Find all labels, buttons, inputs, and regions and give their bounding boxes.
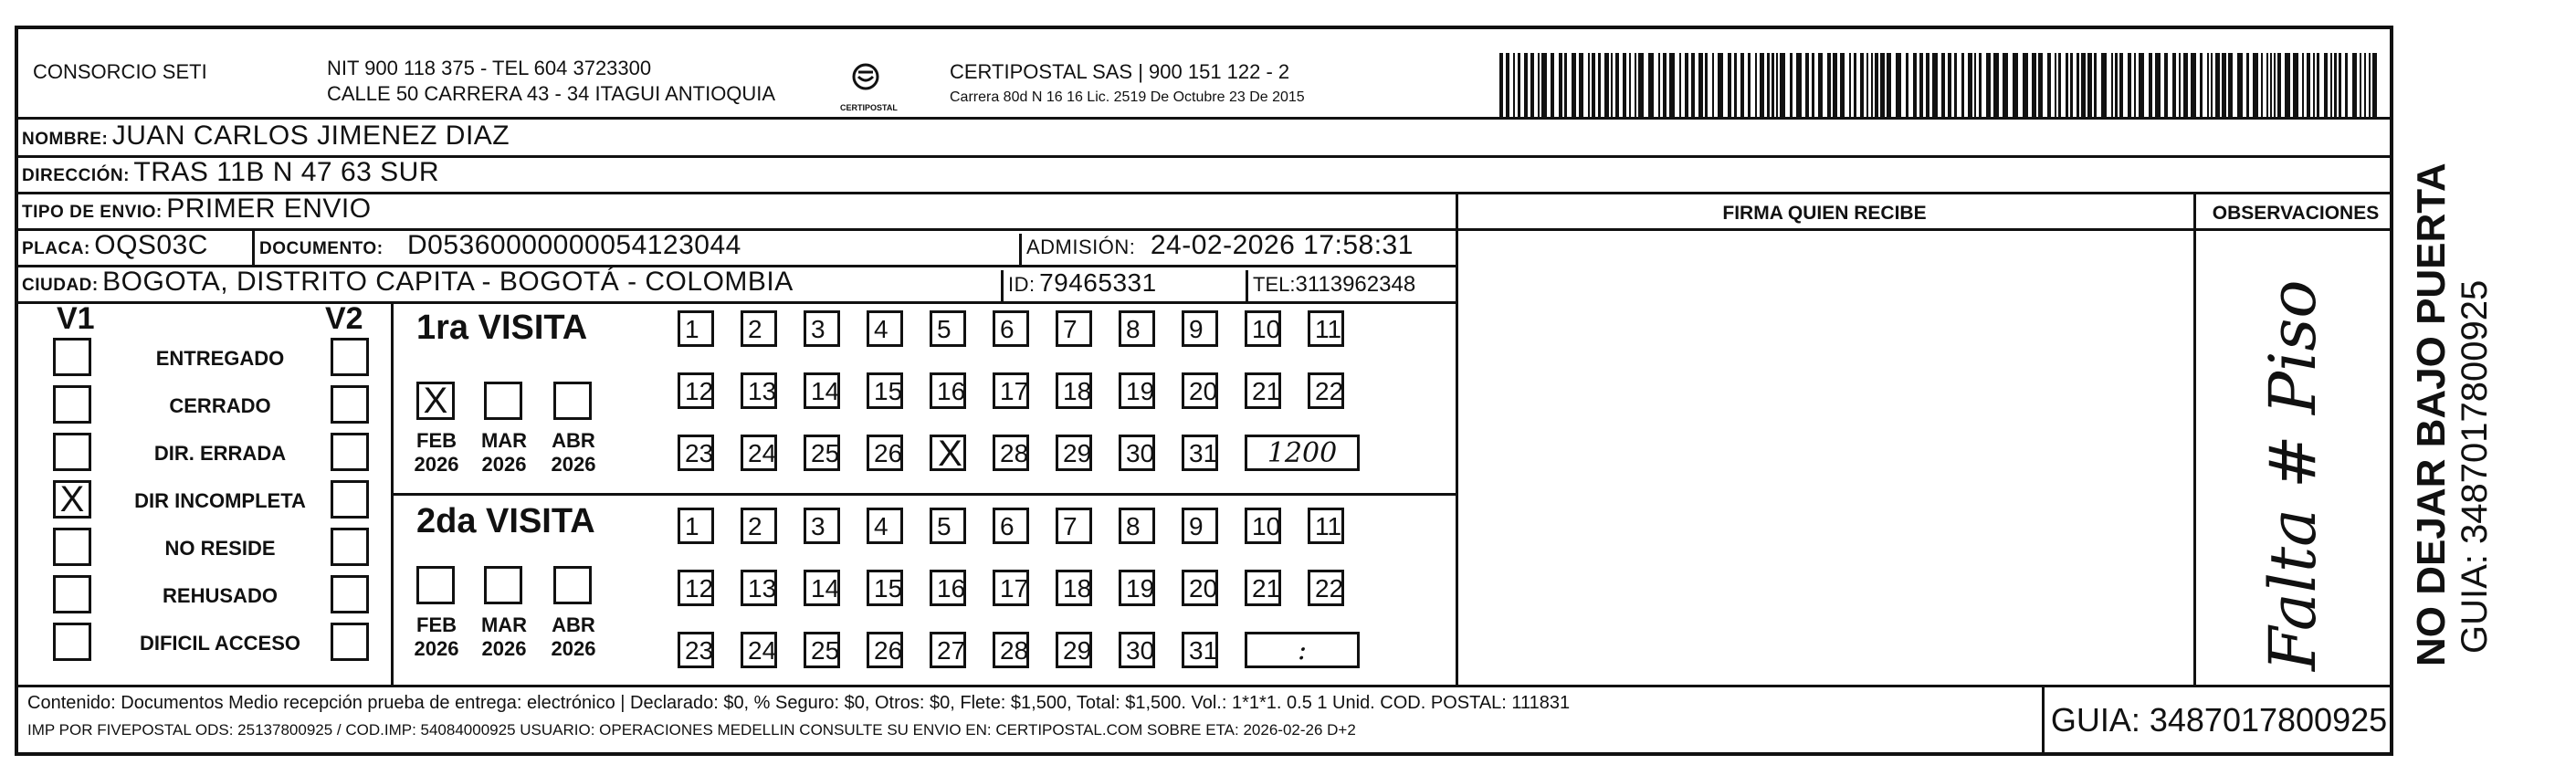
barcode-bar	[1748, 53, 1751, 119]
observaciones-handwriting: Falta # Piso	[2255, 279, 2330, 671]
barcode-bar	[2179, 53, 2181, 119]
month-label	[477, 613, 531, 661]
month-year: 2026	[481, 453, 527, 476]
barcode-bar	[2211, 53, 2213, 119]
month-name: ABR	[552, 613, 595, 636]
barcode-bar	[1827, 53, 1831, 119]
barcode-bar	[1663, 53, 1667, 119]
barcode-bar	[1669, 53, 1675, 119]
barcode-bar	[1551, 53, 1554, 119]
month-checkbox	[484, 382, 522, 420]
barcode-bar	[1790, 53, 1793, 119]
footer-guia: GUIA: 3487017800925	[2050, 701, 2388, 739]
placa-value: OQS03C	[94, 230, 208, 260]
barcode-bar	[2302, 53, 2304, 119]
day-box: 1	[678, 310, 714, 347]
barcode-bar	[1979, 53, 1982, 119]
day-box: 27	[930, 632, 966, 668]
id-label: ID:	[1008, 273, 1036, 296]
day-box: 19	[1119, 372, 1155, 409]
barcode-bar	[2172, 53, 2176, 119]
barcode-bar	[1518, 53, 1520, 119]
v2-checkbox	[331, 623, 369, 661]
day-box: 20	[1182, 570, 1218, 606]
month-name: FEB	[416, 429, 457, 452]
tel-label: TEL:	[1253, 273, 1296, 296]
day-box: 5	[930, 508, 966, 544]
barcode-bar	[1564, 53, 1567, 119]
day-box: 31	[1182, 435, 1218, 471]
tipo-value: PRIMER ENVIO	[166, 194, 372, 224]
day-box: 5	[930, 310, 966, 347]
side-guia: GUIA: 3487017800925	[2455, 279, 2495, 654]
barcode-bar	[1854, 53, 1856, 119]
day-box: 24	[741, 435, 777, 471]
barcode-bar	[1734, 53, 1737, 119]
day-box: 23	[678, 632, 714, 668]
day-box: 14	[804, 372, 840, 409]
barcode-bar	[2094, 53, 2097, 119]
day-box: 28	[993, 435, 1029, 471]
day-box: 29	[1056, 435, 1092, 471]
barcode-bar	[1866, 53, 1868, 119]
day-box: 25	[804, 435, 840, 471]
tipo-label: TIPO DE ENVIO:	[22, 203, 163, 222]
day-box: 16	[930, 372, 966, 409]
barcode-bar	[2207, 53, 2209, 119]
day-box: 10	[1245, 508, 1281, 544]
visit2-title: 2da VISITA	[416, 502, 595, 540]
barcode-bar	[2360, 53, 2361, 119]
barcode-bar	[2058, 53, 2061, 119]
barcode-bar	[2261, 53, 2263, 119]
barcode-bar	[1993, 53, 1999, 119]
barcode-bar	[2149, 53, 2152, 119]
nombre-row	[22, 121, 510, 152]
barcode	[1498, 53, 2383, 119]
barcode-bar	[2155, 53, 2161, 119]
barcode-bar	[1948, 53, 1951, 119]
barcode-bar	[2003, 53, 2008, 119]
barcode-bar	[2038, 53, 2043, 119]
day-box: 17	[993, 570, 1029, 606]
v1-checkbox: X	[53, 480, 91, 519]
certipostal-logo	[840, 60, 898, 112]
barcode-bar	[1638, 53, 1644, 119]
barcode-bar	[1772, 53, 1774, 119]
id-value: 79465331	[1039, 268, 1157, 297]
barcode-bar	[2285, 53, 2290, 119]
tel-value: 3113962348	[1295, 272, 1416, 297]
logo-text: CERTIPOSTAL	[840, 103, 898, 112]
barcode-bar	[1506, 53, 1509, 119]
month-year: 2026	[551, 453, 596, 476]
footer-content: Contenido: Documentos Medio recepción prueba de entrega: electrónico | Declarado: $0, % Seguro: $0, Otros: $0, Flete: $1,500, Total: $1,500. Vol.: 1*1*1. 0.5 1 Unid. COD. POSTAL: 111831	[27, 693, 1571, 713]
day-box: 29	[1056, 632, 1092, 668]
day-box: 28	[993, 632, 1029, 668]
firma-header: FIRMA QUIEN RECIBE	[1722, 203, 1927, 224]
month-name: FEB	[416, 613, 457, 636]
month-year: 2026	[414, 453, 459, 476]
barcode-bar	[1588, 53, 1590, 119]
barcode-bar	[1871, 53, 1873, 119]
barcode-bar	[1896, 53, 1901, 119]
ciudad-field	[22, 267, 794, 298]
barcode-bar	[1906, 53, 1908, 119]
barcode-bar	[2111, 53, 2113, 119]
barcode-bar	[1615, 53, 1619, 119]
tipo-row	[22, 194, 372, 225]
barcode-bar	[1648, 53, 1654, 119]
barcode-bar	[1860, 53, 1864, 119]
barcode-bar	[1780, 53, 1785, 119]
barcode-bar	[2164, 53, 2168, 119]
barcode-bar	[1579, 53, 1583, 119]
day-box: 13	[741, 372, 777, 409]
day-box: 15	[867, 570, 903, 606]
barcode-bar	[1887, 53, 1891, 119]
day-box: 30	[1119, 632, 1155, 668]
barcode-bar	[1635, 53, 1636, 119]
v2-checkbox	[331, 385, 369, 424]
barcode-bar	[2200, 53, 2203, 119]
barcode-bar	[2293, 53, 2298, 119]
barcode-bar	[1968, 53, 1972, 119]
day-box: 30	[1119, 435, 1155, 471]
barcode-bar	[1913, 53, 1917, 119]
direccion-row	[22, 157, 439, 188]
barcode-bar	[2191, 53, 2196, 119]
barcode-bar	[1760, 53, 1764, 119]
barcode-bar	[2032, 53, 2036, 119]
barcode-bar	[2246, 53, 2249, 119]
day-box: 20	[1182, 372, 1218, 409]
status-label: DIR INCOMPLETA	[134, 489, 306, 512]
day-box: 10	[1245, 310, 1281, 347]
v2-checkbox	[331, 433, 369, 471]
barcode-bar	[2274, 53, 2276, 119]
barcode-bar	[2334, 53, 2337, 119]
barcode-bar	[1499, 53, 1503, 119]
day-box: 4	[867, 508, 903, 544]
barcode-bar	[1572, 53, 1576, 119]
barcode-bar	[1740, 53, 1744, 119]
day-box: 1	[678, 508, 714, 544]
barcode-bar	[2215, 53, 2220, 119]
month-name: MAR	[480, 613, 528, 636]
consorcio-name: CONSORCIO SETI	[33, 60, 207, 83]
v2-label: V2	[325, 301, 363, 336]
tel-field	[1253, 272, 1415, 298]
status-label: NO RESIDE	[164, 537, 276, 560]
day-box: 12	[678, 372, 714, 409]
barcode-bar	[2139, 53, 2144, 119]
day-box: 25	[804, 632, 840, 668]
barcode-bar	[1623, 53, 1626, 119]
month-year: 2026	[551, 637, 596, 660]
documento-field	[259, 230, 741, 261]
barcode-bar	[2345, 53, 2348, 119]
month-checkbox: X	[416, 382, 455, 420]
month-name: MAR	[480, 429, 528, 452]
month-year: 2026	[414, 637, 459, 660]
day-box: X	[930, 435, 966, 471]
barcode-bar	[1559, 53, 1562, 119]
barcode-bar	[2339, 53, 2341, 119]
day-box: 6	[993, 508, 1029, 544]
direccion-value: TRAS 11B N 47 63 SUR	[133, 157, 439, 187]
barcode-bar	[1767, 53, 1770, 119]
barcode-bar	[1941, 53, 1945, 119]
month-checkbox	[553, 382, 592, 420]
admision-field	[1026, 230, 1414, 261]
license-line: Carrera 80d N 16 16 Lic. 2519 De Octubre 23 De 2015	[950, 89, 1305, 105]
barcode-bar	[1679, 53, 1681, 119]
day-box: 23	[678, 435, 714, 471]
barcode-bar	[2115, 53, 2118, 119]
day-box: 31	[1182, 632, 1218, 668]
barcode-bar	[1513, 53, 1515, 119]
day-box: 6	[993, 310, 1029, 347]
barcode-bar	[1712, 53, 1714, 119]
month-name: ABR	[552, 429, 595, 452]
time-box: :	[1245, 632, 1360, 668]
admision-label: ADMISIÓN:	[1026, 236, 1136, 258]
month-checkbox	[484, 566, 522, 604]
barcode-bar	[1805, 53, 1809, 119]
v1-checkbox	[53, 385, 91, 424]
id-field	[1008, 268, 1157, 298]
side-warning: NO DEJAR BAJO PUERTA	[2409, 162, 2454, 666]
v1-checkbox	[53, 338, 91, 376]
footer-imp: IMP POR FIVEPOSTAL ODS: 25137800925 / COD.IMP: 54084000925 USUARIO: OPERACIONES MEDELLIN CONSULTE SU ENVIO EN: CERTIPOSTAL.COM SOBRE ETA: 2026-02-26 D+2	[27, 721, 1356, 739]
day-box: 8	[1119, 310, 1155, 347]
day-box: 13	[741, 570, 777, 606]
day-box: 8	[1119, 508, 1155, 544]
day-box: 22	[1308, 570, 1344, 606]
barcode-bar	[2307, 53, 2310, 119]
barcode-bar	[1776, 53, 1778, 119]
nombre-label: NOMBRE:	[22, 130, 109, 149]
barcode-bar	[1685, 53, 1688, 119]
barcode-bar	[1658, 53, 1660, 119]
barcode-bar	[1541, 53, 1547, 119]
month-label	[477, 429, 531, 477]
day-box: 9	[1182, 310, 1218, 347]
barcode-bar	[2055, 53, 2056, 119]
day-box: 19	[1119, 570, 1155, 606]
barcode-bar	[2077, 53, 2079, 119]
barcode-bar	[1755, 53, 1757, 119]
month-year: 2026	[481, 637, 527, 660]
status-label: CERRADO	[169, 394, 271, 417]
barcode-bar	[2047, 53, 2051, 119]
day-box: 21	[1245, 372, 1281, 409]
barcode-bar	[2070, 53, 2073, 119]
day-box: 22	[1308, 372, 1344, 409]
barcode-bar	[2081, 53, 2086, 119]
day-box: 7	[1056, 310, 1092, 347]
barcode-bar	[2330, 53, 2332, 119]
barcode-bar	[2134, 53, 2136, 119]
documento-value: D05360000000054123044	[407, 230, 741, 260]
day-box: 14	[804, 570, 840, 606]
company-line: CERTIPOSTAL SAS | 900 151 122 - 2	[950, 60, 1290, 83]
barcode-bar	[2222, 53, 2226, 119]
day-box: 26	[867, 435, 903, 471]
barcode-bar	[2372, 53, 2377, 119]
status-label: REHUSADO	[163, 584, 278, 607]
barcode-bar	[1705, 53, 1708, 119]
day-box: 12	[678, 570, 714, 606]
barcode-bar	[1954, 53, 1957, 119]
barcode-bar	[1611, 53, 1613, 119]
v2-checkbox	[331, 338, 369, 376]
documento-label: DOCUMENTO:	[259, 239, 384, 258]
barcode-bar	[1604, 53, 1609, 119]
nombre-value: JUAN CARLOS JIMENEZ DIAZ	[111, 121, 510, 151]
v2-checkbox	[331, 480, 369, 519]
barcode-bar	[2270, 53, 2272, 119]
day-box: 3	[804, 508, 840, 544]
barcode-bar	[1926, 53, 1929, 119]
day-box: 15	[867, 372, 903, 409]
barcode-bar	[1840, 53, 1845, 119]
barcode-bar	[1880, 53, 1885, 119]
barcode-bar	[1718, 53, 1723, 119]
day-box: 11	[1308, 508, 1344, 544]
barcode-bar	[1592, 53, 1595, 119]
day-box: 2	[741, 508, 777, 544]
day-box: 18	[1056, 372, 1092, 409]
day-box: 4	[867, 310, 903, 347]
observaciones-header: OBSERVACIONES	[2212, 203, 2380, 224]
v1-checkbox	[53, 575, 91, 613]
barcode-bar	[2317, 53, 2319, 119]
status-label: ENTREGADO	[155, 347, 285, 370]
barcode-bar	[1818, 53, 1823, 119]
placa-label: PLACA:	[22, 239, 90, 258]
barcode-bar	[1875, 53, 1878, 119]
barcode-bar	[2119, 53, 2123, 119]
v2-checkbox	[331, 575, 369, 613]
nit-line: NIT 900 118 375 - TEL 604 3723300	[327, 57, 652, 79]
admision-value: 24-02-2026 17:58:31	[1150, 230, 1414, 260]
barcode-bar	[1538, 53, 1540, 119]
month-label	[546, 613, 601, 661]
barcode-bar	[2066, 53, 2068, 119]
barcode-bar	[1728, 53, 1731, 119]
day-box: 21	[1245, 570, 1281, 606]
barcode-bar	[1598, 53, 1601, 119]
barcode-bar	[1833, 53, 1837, 119]
barcode-bar	[1629, 53, 1631, 119]
v1-checkbox	[53, 528, 91, 566]
day-box: 18	[1056, 570, 1092, 606]
day-box: 7	[1056, 508, 1092, 544]
barcode-bar	[1812, 53, 1814, 119]
barcode-bar	[2023, 53, 2028, 119]
day-box: 11	[1308, 310, 1344, 347]
ciudad-value: BOGOTA, DISTRITO CAPITA - BOGOTÁ - COLOMBIA	[102, 267, 794, 297]
visit1-title: 1ra VISITA	[416, 309, 588, 347]
barcode-bar	[2237, 53, 2243, 119]
day-box: 24	[741, 632, 777, 668]
barcode-bar	[1986, 53, 1991, 119]
time-box: 1200	[1245, 435, 1360, 471]
address-line: CALLE 50 CARRERA 43 - 34 ITAGUI ANTIOQUIA	[327, 82, 776, 105]
month-label	[409, 429, 464, 477]
day-box: 3	[804, 310, 840, 347]
barcode-bar	[2266, 53, 2268, 119]
barcode-bar	[1961, 53, 1964, 119]
day-box: 16	[930, 570, 966, 606]
barcode-bar	[2128, 53, 2131, 119]
month-checkbox	[416, 566, 455, 604]
v1-label: V1	[57, 301, 95, 336]
status-label: DIR. ERRADA	[153, 442, 287, 465]
barcode-bar	[2313, 53, 2315, 119]
barcode-bar	[1932, 53, 1938, 119]
barcode-bar	[1919, 53, 1923, 119]
barcode-bar	[2087, 53, 2092, 119]
barcode-bar	[2364, 53, 2366, 119]
month-label	[409, 613, 464, 661]
direccion-label: DIRECCIÓN:	[22, 166, 130, 185]
barcode-bar	[1974, 53, 1976, 119]
month-checkbox	[553, 566, 592, 604]
barcode-bar	[2013, 53, 2018, 119]
barcode-bar	[1849, 53, 1851, 119]
barcode-bar	[1530, 53, 1534, 119]
barcode-bar	[1524, 53, 1528, 119]
barcode-bar	[2324, 53, 2328, 119]
placa-field	[22, 230, 208, 261]
day-box: 17	[993, 372, 1029, 409]
month-label	[546, 429, 601, 477]
barcode-bar	[2183, 53, 2188, 119]
day-box: 9	[1182, 508, 1218, 544]
barcode-bar	[2253, 53, 2258, 119]
barcode-bar	[2228, 53, 2233, 119]
v2-checkbox	[331, 528, 369, 566]
day-box: 26	[867, 632, 903, 668]
ciudad-label: CIUDAD:	[22, 276, 99, 295]
barcode-bar	[2101, 53, 2107, 119]
v1-checkbox	[53, 623, 91, 661]
day-box: 2	[741, 310, 777, 347]
status-label: DIFICIL ACCESO	[139, 632, 300, 655]
barcode-bar	[1796, 53, 1802, 119]
barcode-bar	[1698, 53, 1703, 119]
barcode-bar	[2352, 53, 2357, 119]
barcode-bar	[2277, 53, 2281, 119]
v1-checkbox	[53, 433, 91, 471]
barcode-bar	[1691, 53, 1695, 119]
barcode-bar	[2369, 53, 2371, 119]
